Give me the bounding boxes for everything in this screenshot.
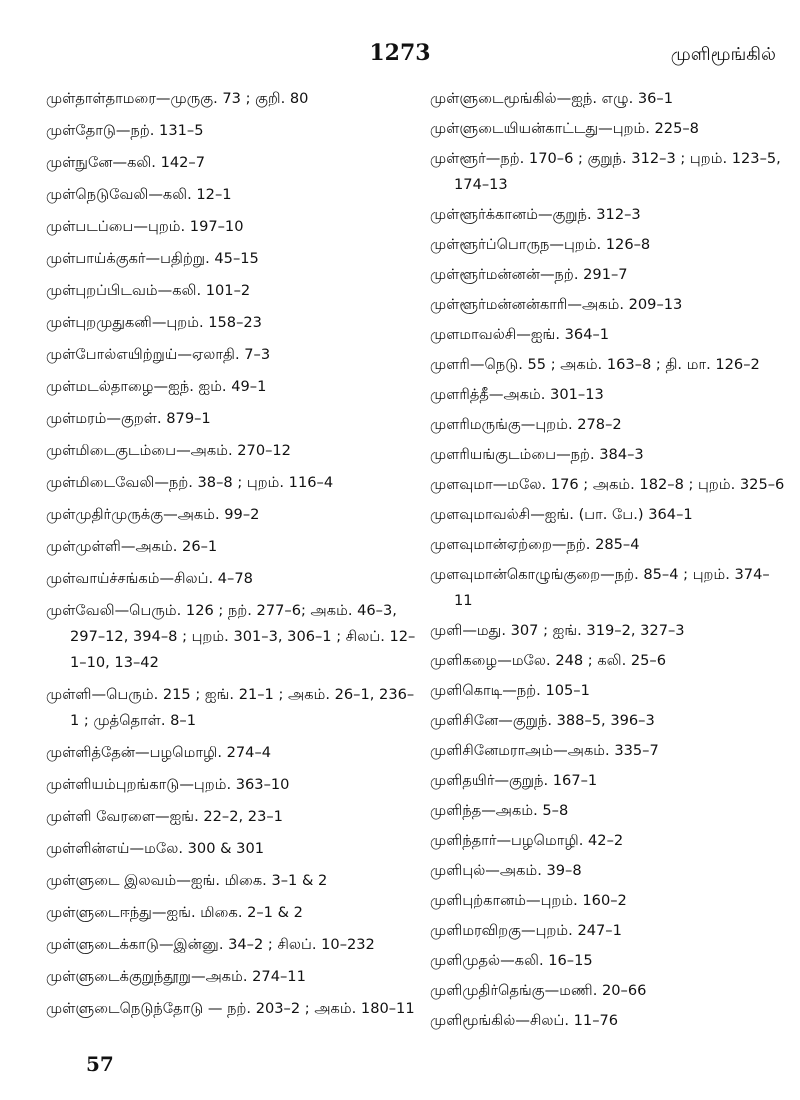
index-entry: முள்ளூர்—நற். 170–6 ; குறுந். 312–3 ; புறம். 123–5, 174–13: [430, 150, 781, 193]
index-entry: முள்தோடு—நற். 131–5: [46, 122, 204, 139]
index-entry: முள்ளுடைஈந்து—ஐங். மிகை. 2–1 & 2: [46, 904, 303, 921]
index-entry: முளிமூங்கில்—சிலப். 11–76: [430, 1012, 619, 1029]
index-entry: முள்ளுடை இலவம்—ஐங். மிகை. 3–1 & 2: [46, 872, 328, 889]
index-entry: முள்போல்எயிற்றுய்—ஏலாதி. 7–3: [46, 346, 271, 363]
index-entry: முளிசினே—குறுந். 388–5, 396–3: [430, 712, 655, 729]
index-entry: முள்மிடைவேலி—நற். 38–8 ; புறம். 116–4: [46, 474, 334, 491]
index-entry: முள்ளுடைநெடுந்தோடு — நற். 203–2 ; அகம். 180–11: [46, 1000, 415, 1017]
index-entry: முள்ளூர்ப்பொருந—புறம். 126–8: [430, 236, 651, 253]
index-entry: முள்ளியம்புறங்காடு—புறம். 363–10: [46, 776, 290, 793]
index-entry: முளிமுதல்—கலி. 16–15: [430, 952, 593, 969]
index-entry: முள்மிடைகுடம்பை—அகம். 270–12: [46, 442, 291, 459]
index-entry: முளிதயிர்—குறுந். 167–1: [430, 772, 598, 789]
index-entry: முள்முள்ளி—அகம். 26–1: [46, 538, 218, 555]
index-entry: முள்பாய்க்குகர்—பதிற்று. 45–15: [46, 250, 259, 267]
index-entry: முளிந்தார்—பழமொழி. 42–2: [430, 832, 624, 849]
index-entry: முள்நுனே—கலி. 142–7: [46, 154, 206, 171]
index-entry: முள்முதிர்முருக்கு—அகம். 99–2: [46, 506, 260, 523]
index-entry: முளவுமா—மலே. 176 ; அகம். 182–8 ; புறம். 325–6: [430, 476, 785, 493]
index-entry: முளமாவல்சி—ஐங். 364–1: [430, 326, 610, 343]
index-entry: முள்ளித்தேன்—பழமொழி. 274–4: [46, 744, 272, 761]
index-entry: முளரியங்குடம்பை—நற். 384–3: [430, 446, 644, 463]
page-number: 1273: [369, 40, 431, 66]
index-entry: முளிகொடி—நற். 105–1: [430, 682, 590, 699]
index-entry: முளி—மது. 307 ; ஐங். 319–2, 327–3: [430, 622, 685, 639]
index-entry: முள்ளூர்மன்னன்காரி—அகம். 209–13: [430, 296, 683, 313]
index-entry: முள்நெடுவேலி—கலி. 12–1: [46, 186, 232, 203]
index-entry: முளிமரவிறகு—புறம். 247–1: [430, 922, 622, 939]
index-entry: முள்ளி—பெரும். 215 ; ஐங். 21–1 ; அகம். 26–1, 236–1 ; முத்தொள். 8–1: [46, 686, 415, 729]
index-entry: முளரி—நெடு. 55 ; அகம். 163–8 ; தி. மா. 126–2: [430, 356, 760, 373]
index-entry: முளவுமான்கொழுங்குறை—நற். 85–4 ; புறம். 374–11: [430, 566, 770, 609]
index-entry: முள்ளுடைக்காடு—இன்னு. 34–2 ; சிலப். 10–232: [46, 936, 375, 953]
index-entry: முள்படப்பை—புறம். 197–10: [46, 218, 244, 235]
left-column: [46, 86, 418, 1028]
index-entry: முள்வேலி—பெரும். 126 ; நற். 277–6; அகம். 46–3, 297–12, 394–8 ; புறம். 301–3, 306–1 ; சிலப். 12–1–10, 13–42: [46, 602, 416, 671]
index-entry: முளரித்தீ—அகம். 301–13: [430, 386, 604, 403]
index-entry: முள்வாய்ச்சங்கம்—சிலப். 4–78: [46, 570, 253, 587]
index-entry: முள்ளின்எய்—மலே. 300 & 301: [46, 840, 265, 857]
index-entry: முளரிமருங்கு—புறம். 278–2: [430, 416, 622, 433]
index-entry: முளிசினேமராஅம்—அகம். 335–7: [430, 742, 659, 759]
index-entry: முள்மரம்—குறள். 879–1: [46, 410, 211, 427]
index-entry: முளிபுல்—அகம். 39–8: [430, 862, 582, 879]
index-entry: முள்ளி வேரளை—ஐங். 22–2, 23–1: [46, 808, 283, 825]
index-entry: முளிகழை—மலே. 248 ; கலி. 25–6: [430, 652, 666, 669]
index-entry: முள்புறமுதுகனி—புறம். 158–23: [46, 314, 262, 331]
index-entry: முளவுமான்ஏற்றை—நற். 285–4: [430, 536, 640, 553]
running-head: முளிமூங்கில்: [670, 44, 776, 65]
index-entry: முள்ளூர்க்கானம்—குறுந். 312–3: [430, 206, 641, 223]
index-entry: முள்புறப்பிடவம்—கலி. 101–2: [46, 282, 251, 299]
index-entry: முள்ளுடைக்குறுந்தூறு—அகம். 274–11: [46, 968, 306, 985]
index-entry: முளிமுதிர்தெங்கு—மணி. 20–66: [430, 982, 647, 999]
index-entry: முள்ளுடையியன்காட்டது—புறம். 225–8: [430, 120, 699, 137]
signature-number: 57: [86, 1052, 114, 1076]
index-entry: முளிபுற்கானம்—புறம். 160–2: [430, 892, 627, 909]
right-column: [430, 86, 786, 1038]
index-entry: முள்ளூர்மன்னன்—நற். 291–7: [430, 266, 628, 283]
index-entry: முளவுமாவல்சி—ஐங். (பா. பே.) 364–1: [430, 506, 693, 523]
index-entry: முள்தாள்தாமரை—முருகு. 73 ; குறி. 80: [46, 90, 309, 107]
index-entry: முள்ளுடைமூங்கில்—ஐந். எழு. 36–1: [430, 90, 673, 107]
index-entry: முளிந்த—அகம். 5–8: [430, 802, 569, 819]
index-entry: முள்மடல்தாழை—ஐந். ஐம். 49–1: [46, 378, 267, 395]
